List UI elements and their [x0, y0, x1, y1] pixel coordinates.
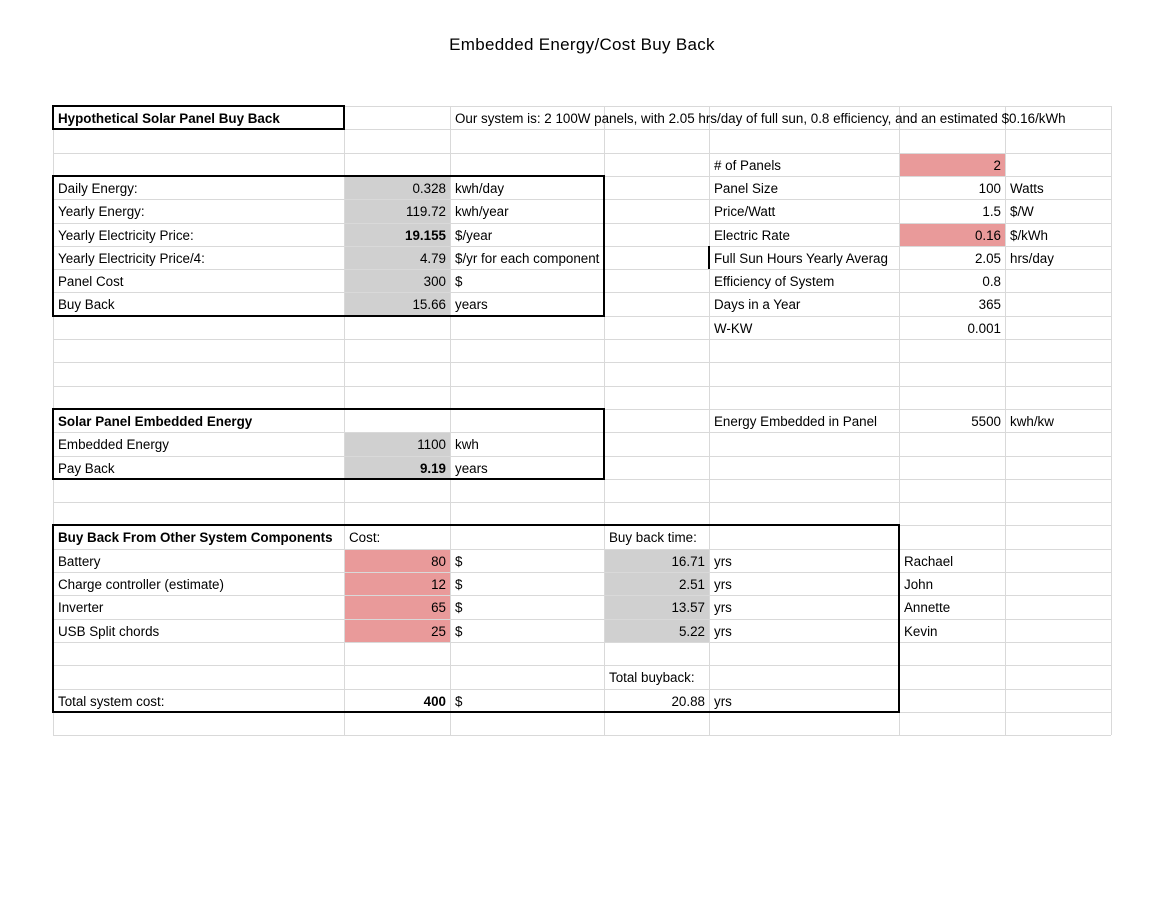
hypothetical-header[interactable]: Hypothetical Solar Panel Buy Back	[58, 111, 280, 126]
parameter-value[interactable]: 365	[978, 297, 1001, 312]
gridline	[53, 362, 1111, 363]
component-cost[interactable]: 80	[345, 550, 450, 572]
component-time-unit[interactable]: yrs	[714, 577, 732, 592]
system-note[interactable]: Our system is: 2 100W panels, with 2.05 hrs/day of full sun, 0.8 efficiency, and an estimated $0.16/kWh	[455, 111, 1066, 126]
components-header[interactable]: Buy Back From Other System Components	[58, 530, 333, 545]
gridline	[53, 502, 1111, 503]
component-buyback-time[interactable]: 13.57	[605, 596, 709, 619]
parameter-label[interactable]: # of Panels	[714, 158, 781, 173]
component-cost[interactable]: 25	[345, 620, 450, 642]
buyback-time-header[interactable]: Buy back time:	[609, 530, 697, 545]
hypothetical-row-label[interactable]: Yearly Energy:	[58, 204, 145, 219]
component-cost-unit[interactable]: $	[455, 600, 463, 615]
gridline	[53, 712, 1111, 713]
component-person[interactable]: Annette	[904, 600, 951, 615]
parameter-label[interactable]: Efficiency of System	[714, 274, 835, 289]
total-cost-value[interactable]: 400	[423, 694, 446, 709]
parameter-label[interactable]: Price/Watt	[714, 204, 776, 219]
component-time-unit[interactable]: yrs	[714, 624, 732, 639]
parameter-label[interactable]: W-KW	[714, 321, 753, 336]
hypothetical-row-unit[interactable]: kwh/day	[455, 181, 505, 196]
component-time-unit[interactable]: yrs	[714, 554, 732, 569]
gridline	[53, 129, 1111, 130]
border-line	[708, 246, 710, 269]
hypothetical-row-value[interactable]: 15.66	[345, 293, 450, 316]
hypothetical-row-unit[interactable]: years	[455, 297, 488, 312]
embedded-row-unit[interactable]: kwh	[455, 437, 479, 452]
parameter-value[interactable]: 2.05	[974, 251, 1001, 266]
component-cost[interactable]: 65	[345, 596, 450, 619]
parameter-label[interactable]: Full Sun Hours Yearly Averag	[714, 251, 888, 266]
component-name[interactable]: USB Split chords	[58, 624, 160, 639]
component-name[interactable]: Inverter	[58, 600, 104, 615]
gridline	[53, 386, 1111, 387]
gridline	[53, 735, 1111, 736]
component-buyback-time[interactable]: 16.71	[605, 550, 709, 572]
component-buyback-time[interactable]: 5.22	[605, 620, 709, 642]
component-cost-unit[interactable]: $	[455, 624, 463, 639]
hypothetical-row-value[interactable]: 300	[345, 270, 450, 292]
panel-energy-label[interactable]: Energy Embedded in Panel	[714, 414, 878, 429]
embedded-row-label[interactable]: Embedded Energy	[58, 437, 169, 452]
parameter-value[interactable]: 0.16	[900, 224, 1005, 246]
parameter-value[interactable]: 1.5	[982, 204, 1001, 219]
total-buyback-label[interactable]: Total buyback:	[609, 670, 695, 685]
parameter-value[interactable]: 0.001	[967, 321, 1001, 336]
embedded-row-label[interactable]: Pay Back	[58, 461, 115, 476]
cost-header[interactable]: Cost:	[349, 530, 381, 545]
hypothetical-row-value[interactable]: 119.72	[345, 200, 450, 223]
hypothetical-row-value[interactable]: 4.79	[345, 247, 450, 269]
component-cost-unit[interactable]: $	[455, 554, 463, 569]
hypothetical-row-value[interactable]: 19.155	[345, 224, 450, 246]
component-person[interactable]: Rachael	[904, 554, 954, 569]
parameter-label[interactable]: Panel Size	[714, 181, 779, 196]
gridline	[53, 479, 1111, 480]
hypothetical-row-label[interactable]: Buy Back	[58, 297, 115, 312]
parameter-unit[interactable]: $/W	[1010, 204, 1034, 219]
hypothetical-row-label[interactable]: Panel Cost	[58, 274, 124, 289]
total-buyback-value[interactable]: 20.88	[671, 694, 705, 709]
embedded-header[interactable]: Solar Panel Embedded Energy	[58, 414, 253, 429]
hypothetical-row-label[interactable]: Daily Energy:	[58, 181, 138, 196]
gridline	[53, 339, 1111, 340]
parameter-unit[interactable]	[1006, 270, 1111, 292]
total-cost-unit[interactable]: $	[455, 694, 463, 709]
panel-energy-value[interactable]: 5500	[971, 414, 1001, 429]
total-cost-label[interactable]: Total system cost:	[58, 694, 165, 709]
component-person[interactable]: Kevin	[904, 624, 938, 639]
component-person[interactable]: John	[904, 577, 934, 592]
hypothetical-row-label[interactable]: Yearly Electricity Price:	[58, 228, 194, 243]
component-name[interactable]: Charge controller (estimate)	[58, 577, 224, 592]
parameter-value[interactable]: 2	[900, 154, 1005, 176]
hypothetical-row-unit[interactable]: $	[455, 274, 463, 289]
page-title: Embedded Energy/Cost Buy Back	[449, 35, 715, 54]
gridline	[53, 642, 1111, 643]
parameter-unit[interactable]: $/kWh	[1010, 228, 1048, 243]
hypothetical-row-unit[interactable]: $/yr for each component	[455, 251, 600, 266]
parameter-value[interactable]: 0.8	[982, 274, 1001, 289]
embedded-row-value[interactable]: 1100	[345, 433, 450, 456]
hypothetical-row-label[interactable]: Yearly Electricity Price/4:	[58, 251, 205, 266]
hypothetical-row-unit[interactable]: $/year	[455, 228, 493, 243]
component-cost-unit[interactable]: $	[455, 577, 463, 592]
embedded-row-value[interactable]: 9.19	[345, 457, 450, 479]
parameter-unit[interactable]	[1006, 154, 1111, 176]
parameter-label[interactable]: Days in a Year	[714, 297, 801, 312]
hypothetical-row-unit[interactable]: kwh/year	[455, 204, 509, 219]
component-time-unit[interactable]: yrs	[714, 600, 732, 615]
component-cost[interactable]: 12	[345, 573, 450, 595]
parameter-unit[interactable]	[1006, 293, 1111, 316]
parameter-unit[interactable]	[1006, 317, 1111, 339]
gridline	[1111, 106, 1112, 735]
parameter-unit[interactable]: hrs/day	[1010, 251, 1054, 266]
gridline	[53, 665, 1111, 666]
component-name[interactable]: Battery	[58, 554, 101, 569]
total-buyback-unit[interactable]: yrs	[714, 694, 732, 709]
component-buyback-time[interactable]: 2.51	[605, 573, 709, 595]
parameter-unit[interactable]: Watts	[1010, 181, 1044, 196]
hypothetical-row-value[interactable]: 0.328	[345, 177, 450, 199]
parameter-label[interactable]: Electric Rate	[714, 228, 790, 243]
panel-energy-unit[interactable]: kwh/kw	[1010, 414, 1054, 429]
parameter-value[interactable]: 100	[978, 181, 1001, 196]
embedded-row-unit[interactable]: years	[455, 461, 488, 476]
